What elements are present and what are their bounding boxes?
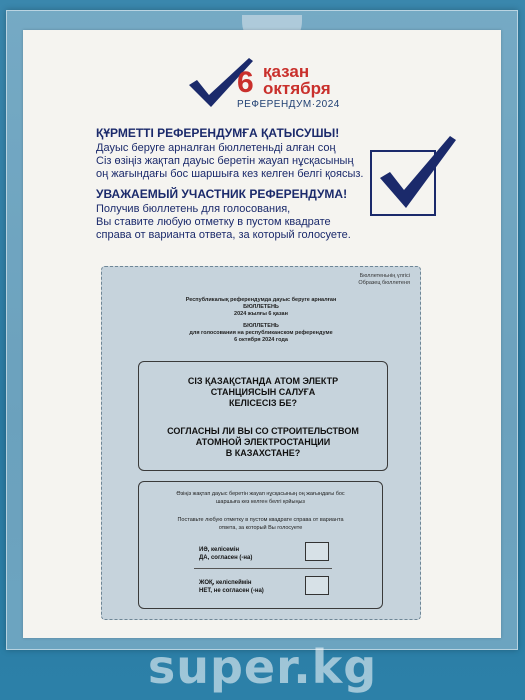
logo-caption: РЕФЕРЕНДУМ·2024 [237, 99, 340, 110]
question-ru-line: СОГЛАСНЫ ЛИ ВЫ СО СТРОИТЕЛЬСТВОМ [167, 426, 359, 436]
instruction-kz-line: шаршыға кез келген белгі қойыңыз [216, 499, 305, 505]
greeting-ru [96, 187, 351, 242]
ballot-title-kz-line: 2024 жылғы 6 қазан [234, 311, 288, 317]
ballot-title-kz-line: БЮЛЛЕТЕНЬ [243, 304, 279, 310]
question-ru-line: В КАЗАХСТАНЕ? [225, 448, 301, 458]
ballot-question-kz [139, 376, 387, 409]
question-kz-line: СТАНЦИЯСЫН САЛУҒА [210, 387, 316, 397]
logo-month-ru: октября [263, 79, 331, 98]
ballot-title-ru-line: БЮЛЛЕТЕНЬ [243, 323, 279, 329]
ballot-instruction-kz [139, 490, 382, 506]
ballot-question-box [138, 361, 388, 471]
ballot-sample-ru: Образец бюллетеня [358, 280, 410, 286]
ballot-title-kz [102, 297, 420, 318]
option-yes-ru: ДА, согласен (-на) [199, 555, 253, 561]
instruction-kz-line: Өзіңіз жақтап дауыс беретін жауап нұсқасының оң жағындағы бос [176, 491, 345, 497]
ballot-title-ru-line: 6 октября 2024 года [234, 337, 288, 343]
option-no-kz: ЖОҚ, келіспеймін [199, 580, 252, 586]
option-no-ru: НЕТ, не согласен (-на) [199, 588, 264, 594]
option-yes-label [199, 546, 252, 562]
question-ru-line: АТОМНОЙ ЭЛЕКТРОСТАНЦИИ [195, 437, 331, 447]
ballot-sample-kz: Бюллетеньнің үлгісі [359, 273, 410, 279]
greeting-ru-heading: УВАЖАЕМЫЙ УЧАСТНИК РЕФЕРЕНДУМА! [96, 187, 348, 201]
logo-month-kz: қазан [263, 62, 310, 81]
ballot-title-ru-line: для голосования на республиканском референдуме [189, 330, 333, 336]
ballot-sample-label [358, 273, 410, 287]
ballot-instruction-ru [139, 516, 382, 532]
question-kz-line: СІЗ ҚАЗАҚСТАНДА АТОМ ЭЛЕКТР [187, 376, 339, 386]
logo-day: 6 [237, 66, 254, 99]
greeting-kz-line: Дауыс беруге арналған бюллетеньді алған соң [96, 142, 336, 154]
greeting-ru-line: Получив бюллетень для голосования, [96, 203, 291, 215]
greeting-ru-line: справа от варианта ответа, за который голосуете. [96, 229, 351, 241]
ballot-question-ru [139, 426, 387, 459]
greeting-ru-line: Вы ставите любую отметку в пустом квадрате [96, 216, 331, 228]
option-yes-kz: ИӘ, келісемін [199, 547, 240, 553]
greeting-kz-heading: ҚҰРМЕТТІ РЕФЕРЕНДУМҒА ҚАТЫСУШЫ! [96, 126, 340, 140]
option-divider [194, 568, 332, 569]
greeting-kz-line: оң жағындағы бос шаршыға кез келген белгі қоясыз. [96, 168, 364, 180]
instruction-ru-line: Поставьте любую отметку в пустом квадрате справа от варианта [177, 517, 344, 523]
instruction-ru-line: ответа, за который Вы голосуете [218, 525, 303, 531]
greeting-kz [96, 126, 363, 181]
watermark: super.kg [147, 640, 378, 694]
option-yes-checkbox[interactable] [305, 542, 329, 561]
sample-ballot [101, 266, 421, 620]
option-no-label [199, 579, 264, 595]
ballot-title-ru [102, 323, 420, 344]
ballot-answer-box [138, 481, 383, 609]
greeting-kz-line: Сіз өзіңіз жақтап дауыс беретін жауап нұсқасының [96, 155, 354, 167]
large-checkmark-icon [370, 128, 460, 214]
ballot-title-kz-line: Республикалық референдумда дауыс беруге арналған [185, 297, 337, 303]
option-no-checkbox[interactable] [305, 576, 329, 595]
question-kz-line: КЕЛІСЕСІЗ БЕ? [229, 398, 297, 408]
